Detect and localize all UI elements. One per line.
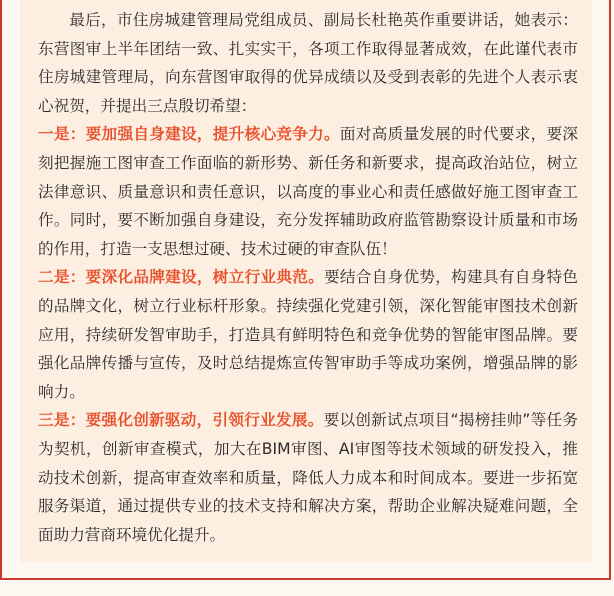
- point-one-body: 面对高质量发展的时代要求，要深刻把握施工图审查工作面临的新形势、新任务和新要求，提高政治站位，树立法律意识、质量意识和责任意识，以高度的事业心和责任感做好施工图审查工作。同时，要不断加强自身建设，充分发挥辅助政府监管勘察设计质量和市场的作用，打造一支思想过硬、技术过硬的审查队伍！: [38, 125, 578, 258]
- point-one-heading: 一是：要加强自身建设，提升核心竞争力。: [38, 125, 340, 144]
- intro-paragraph: 最后，市住房城建管理局党组成员、副局长杜艳英作重要讲话，她表示：东营图审上半年团结一致、扎实实干，各项工作取得显著成效，在此谨代表市住房城建管理局，向东营图审取得的优异成绩以及受到表彰的先进个人表示衷心祝贺，并提出三点殷切希望：: [38, 11, 578, 115]
- point-two-heading: 二是：要深化品牌建设，树立行业典范。: [38, 268, 325, 287]
- point-three-body: 要以创新试点项目“揭榜挂帅”等任务为契机，创新审查模式，加大在BIM审图、AI审图等技术领域的研发投入，推动技术创新，提高审查效率和质量，降低人力成本和时间成本。要进一步拓宽服务渠道，通过提供专业的技术支持和解决方案，帮助企业解决疑难问题，全面助力营商环境优化提升。: [38, 411, 578, 544]
- article-body: [38, 6, 578, 549]
- point-two-body: 要结合自身优势，构建具有自身特色的品牌文化，树立行业标杆形象。持续强化党建引领，深化智能审图技术创新应用，持续研发智审助手，打造具有鲜明特色和竞争优势的智能审图品牌。要强化品牌传播与宣传，及时总结提炼宣传智审助手等成功案例，增强品牌的影响力。: [38, 268, 578, 401]
- point-two: [38, 263, 578, 406]
- point-three: [38, 406, 578, 549]
- point-one: [38, 120, 578, 263]
- point-three-heading: 三是：要强化创新驱动，引领行业发展。: [38, 411, 324, 430]
